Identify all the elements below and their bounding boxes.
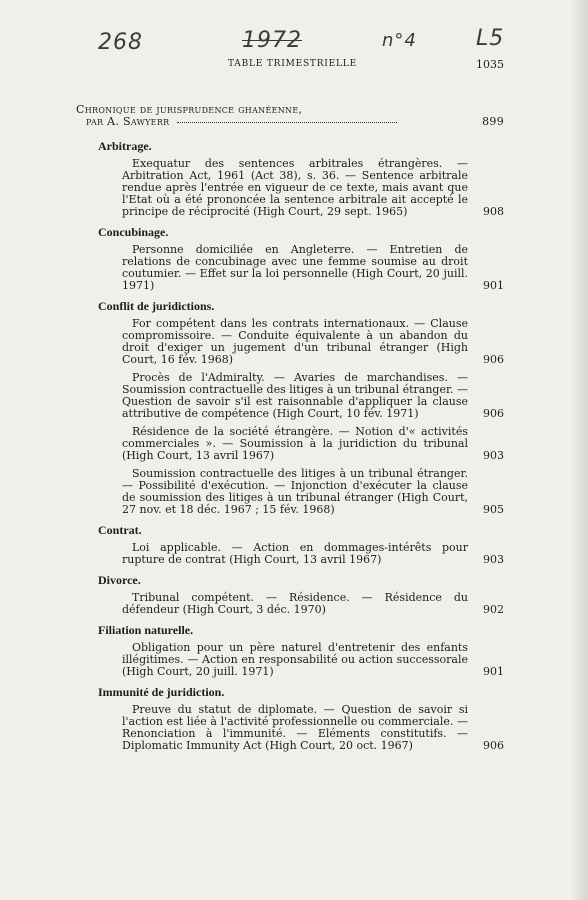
entry-page: 908 <box>479 206 504 218</box>
section-title: Concubinage. <box>98 225 169 239</box>
entry-text: For compétent dans les contrats internationaux. — Clause compromissoire. — Conduite équivalente à un abandon du droit d'exiger un jugement d'un tribunal étranger (High Court, 16 fév. 1968) <box>122 317 468 366</box>
running-head <box>76 59 504 75</box>
section-divorce <box>76 574 504 616</box>
section-title: Immunité de juridiction. <box>98 685 225 699</box>
running-head-title: TABLE TRIMESTRIELLE <box>228 59 357 69</box>
entry-text: Soumission contractuelle des litiges à un tribunal étranger. — Possibilité d'exécution. — Injonction d'exécuter la clause de soumission des litiges à un tribunal étranger (High Court, 27 nov. et 18 déc. 1967 ; 15 fév. 1968) <box>122 467 468 516</box>
chronique-page: 899 <box>478 116 504 128</box>
index-entry <box>76 468 504 516</box>
entry-text: Personne domiciliée en Angleterre. — Entretien de relations de concubinage avec une femme soumise au droit coutumier. — Effet sur la loi personnelle (High Court, 20 juill. 1971) <box>122 243 468 292</box>
handwritten-code: L5 <box>476 26 505 51</box>
section-title: Conflit de juridictions. <box>98 299 215 313</box>
index-entry <box>76 318 504 366</box>
entry-page: 905 <box>479 504 504 516</box>
index-entry <box>76 542 504 566</box>
chronique-title: Chronique de jurisprudence ghanéenne, <box>76 103 303 116</box>
entry-page: 903 <box>479 450 504 462</box>
index-entry <box>76 592 504 616</box>
entry-text: Preuve du statut de diplomate. — Question de savoir si l'action est liée à l'activité professionnelle ou commerciale. — Renonciation à l'immunité. — Eléments constitutifs. — Diplomatic Immunity Act (High Court, 20 oct. 1967) <box>122 703 468 752</box>
index-entry <box>76 426 504 462</box>
entry-page: 902 <box>479 604 504 616</box>
section-conflit <box>76 300 504 516</box>
section-title: Divorce. <box>98 573 141 587</box>
section-immunite <box>76 686 504 752</box>
chronique-author: par A. Sawyerr <box>86 115 170 128</box>
index-entry <box>76 642 504 678</box>
section-arbitrage <box>76 140 504 218</box>
section-concubinage <box>76 226 504 292</box>
section-title: Filiation naturelle. <box>98 623 194 637</box>
entry-page: 906 <box>479 740 504 752</box>
entry-text: Tribunal compétent. — Résidence. — Résidence du défendeur (High Court, 3 déc. 1970) <box>122 591 468 616</box>
page-number: 1035 <box>476 58 504 71</box>
entry-page: 901 <box>479 666 504 678</box>
entry-page: 906 <box>479 354 504 366</box>
index-entry <box>76 704 504 752</box>
handwritten-issue: n°4 <box>382 30 417 51</box>
section-filiation <box>76 624 504 678</box>
handwritten-number: 268 <box>98 30 143 55</box>
table-content <box>76 104 504 758</box>
leader-dots <box>177 122 397 123</box>
entry-text: Résidence de la société étrangère. — Notion d'« activités commerciales ». — Soumission à la juridiction du tribunal (High Court, 13 avril 1967) <box>122 425 468 462</box>
entry-text: Loi applicable. — Action en dommages-intérêts pour rupture de contrat (High Court, 13 avril 1967) <box>122 541 468 566</box>
chronique-entry <box>76 104 504 128</box>
chronique-author-line <box>76 116 504 128</box>
entry-page: 901 <box>479 280 504 292</box>
page-edge-shadow <box>570 0 588 900</box>
entry-page: 906 <box>479 408 504 420</box>
entry-text: Obligation pour un père naturel d'entretenir des enfants illégitimes. — Action en responsabilité ou action successorale (High Court, 20 juill. 1971) <box>122 641 468 678</box>
entry-text: Procès de l'Admiralty. — Avaries de marchandises. — Soumission contractuelle des litiges à un tribunal étranger. — Question de savoir s'il est raisonnable d'appliquer la clause attributive de compétence (High Court, 10 fév. 1971) <box>122 371 469 420</box>
section-title: Arbitrage. <box>98 139 152 153</box>
index-entry <box>76 372 504 420</box>
handwritten-year: 1972 <box>242 28 302 53</box>
entry-page: 903 <box>479 554 504 566</box>
entry-text: Exequatur des sentences arbitrales étrangères. — Arbitration Act, 1961 (Act 38), s. 36. — Sentence arbitrale rendue après l'entrée en vigueur de ce texte, mais avant que l'Etat où a été prononcée la sentence arbitrale ait accepté le principe de réciprocité (High Court, 29 sept. 1965) <box>122 157 468 218</box>
index-entry <box>76 158 504 218</box>
index-entry <box>76 244 504 292</box>
section-title: Contrat. <box>98 523 142 537</box>
section-contrat <box>76 524 504 566</box>
